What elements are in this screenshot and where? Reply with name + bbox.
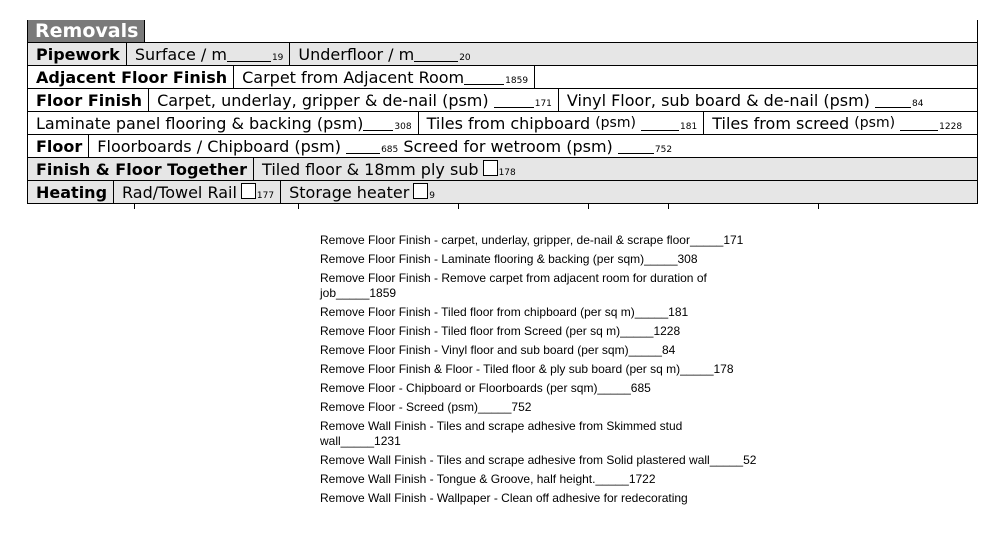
tiled-floor-checkbox[interactable] bbox=[483, 160, 498, 176]
adjacent-floor-row bbox=[28, 65, 977, 88]
pipework-surface-field[interactable] bbox=[227, 47, 271, 62]
list-item: Remove Wall Finish - Tiles and scrape adhesive from Skimmed stud wall_____1231 bbox=[320, 419, 683, 448]
finish-floor-together-label: Finish & Floor Together bbox=[36, 159, 248, 179]
list-item: Remove Floor Finish - Laminate flooring & backing (per sqm)_____308 bbox=[320, 252, 698, 266]
list-item: Remove Wall Finish - Tongue & Groove, half height._____1722 bbox=[320, 472, 656, 486]
list-item: Remove Floor Finish - Tiled floor from chipboard (per sq m)_____181 bbox=[320, 305, 689, 319]
pipework-underfloor-field[interactable] bbox=[414, 47, 458, 62]
screed-field[interactable] bbox=[618, 139, 654, 154]
divider-tick bbox=[588, 204, 589, 209]
pipework-label: Pipework bbox=[36, 44, 120, 64]
floor-items-cell[interactable] bbox=[89, 135, 678, 157]
pipework-surface-code: 19 bbox=[271, 53, 284, 63]
divider-tick bbox=[458, 204, 459, 209]
tiled-floor-label: Tiled floor & 18mm ply sub bbox=[262, 159, 479, 179]
storage-heater-cell[interactable] bbox=[281, 181, 441, 203]
divider-tick bbox=[298, 204, 299, 209]
pipework-underfloor-label: Underfloor / m bbox=[298, 44, 415, 64]
list-item: Remove Floor Finish & Floor - Tiled floor & ply sub board (per sq m)_____178 bbox=[320, 362, 734, 376]
floor-finish-vinyl-field[interactable] bbox=[875, 93, 911, 108]
floor-row bbox=[28, 134, 977, 157]
storage-heater-checkbox[interactable] bbox=[413, 183, 428, 199]
divider-tick bbox=[134, 204, 135, 209]
floor-finish-carpet-cell[interactable] bbox=[149, 89, 559, 111]
floor-finish-vinyl-label: Vinyl Floor, sub board & de-nail (psm) bbox=[566, 90, 870, 110]
laminate-code: 308 bbox=[394, 122, 412, 132]
floorboards-label: Floorboards / Chipboard (psm) bbox=[97, 136, 341, 156]
list-item: Remove Floor - Screed (psm)_____752 bbox=[320, 400, 532, 414]
adjacent-carpet-cell[interactable] bbox=[234, 66, 535, 88]
tiles-chipboard-unit: (psm) bbox=[595, 115, 636, 131]
adjacent-carpet-field[interactable] bbox=[464, 70, 504, 85]
tiles-chipboard-field[interactable] bbox=[641, 116, 679, 131]
tiles-screed-label: Tiles from screed bbox=[712, 113, 850, 133]
laminate-field[interactable] bbox=[363, 116, 393, 131]
floor-finish-vinyl-cell[interactable] bbox=[559, 89, 930, 111]
heating-label: Heating bbox=[36, 182, 108, 202]
finish-floor-together-row bbox=[28, 157, 977, 180]
tiles-screed-unit: (psm) bbox=[854, 115, 896, 131]
floor-finish-label: Floor Finish bbox=[36, 90, 143, 110]
storage-heater-label: Storage heater bbox=[289, 182, 410, 202]
rad-towel-rail-cell[interactable] bbox=[114, 181, 281, 203]
pipework-surface-cell[interactable] bbox=[127, 43, 291, 65]
floor-finish-carpet-field[interactable] bbox=[494, 93, 534, 108]
storage-heater-code: 9 bbox=[429, 191, 435, 201]
tiled-floor-code: 178 bbox=[498, 168, 516, 178]
floor-finish-carpet-label: Carpet, underlay, gripper & de-nail (psm) bbox=[157, 90, 489, 110]
pipework-underfloor-cell[interactable] bbox=[290, 43, 476, 65]
removal-items-list bbox=[320, 233, 760, 510]
screed-label: Screed for wetroom (psm) bbox=[403, 136, 613, 156]
floor-finish-vinyl-code: 84 bbox=[912, 99, 924, 109]
divider-tick bbox=[668, 204, 669, 209]
list-item: Remove Floor Finish - Remove carpet from adjacent room for duration of job_____1859 bbox=[320, 271, 707, 300]
tiles-chipboard-label: Tiles from chipboard bbox=[426, 113, 591, 133]
pipework-surface-label: Surface / m bbox=[134, 44, 227, 64]
tiled-floor-cell[interactable] bbox=[254, 158, 522, 180]
removals-form bbox=[27, 20, 978, 204]
list-item: Remove Floor Finish - Tiled floor from Screed (per sq m)_____1228 bbox=[320, 324, 681, 338]
divider-tick bbox=[818, 204, 819, 209]
list-item: Remove Floor Finish - carpet, underlay, gripper, de-nail & scrape floor_____171 bbox=[320, 233, 744, 247]
heating-row bbox=[28, 180, 977, 203]
rad-towel-rail-checkbox[interactable] bbox=[241, 183, 256, 199]
list-item: Remove Wall Finish - Tiles and scrape adhesive from Solid plastered wall_____52 bbox=[320, 453, 757, 467]
adjacent-floor-label: Adjacent Floor Finish bbox=[36, 67, 228, 87]
form-bottom-border bbox=[28, 203, 977, 204]
rad-towel-rail-code: 177 bbox=[256, 191, 275, 201]
list-item: Remove Wall Finish - Wallpaper - Clean off adhesive for redecorating bbox=[320, 491, 688, 505]
pipework-underfloor-code: 20 bbox=[459, 53, 471, 63]
floorboards-field[interactable] bbox=[346, 139, 380, 154]
adjacent-carpet-code: 1859 bbox=[505, 76, 529, 86]
tiles-screed-field[interactable] bbox=[900, 116, 938, 131]
tiles-screed-cell[interactable] bbox=[704, 112, 968, 134]
floorboards-code: 685 bbox=[381, 145, 399, 155]
pipework-row bbox=[28, 42, 977, 65]
form-title-row bbox=[28, 20, 977, 42]
tiles-screed-code: 1228 bbox=[939, 122, 963, 132]
form-title: Removals bbox=[28, 20, 145, 42]
rad-towel-rail-label: Rad/Towel Rail bbox=[122, 182, 237, 202]
adjacent-carpet-label: Carpet from Adjacent Room bbox=[242, 67, 465, 87]
laminate-cell[interactable] bbox=[28, 112, 419, 134]
floor-finish-carpet-code: 171 bbox=[534, 99, 552, 109]
floor-label: Floor bbox=[36, 136, 83, 156]
laminate-label: Laminate panel flooring & backing (psm) bbox=[36, 113, 364, 133]
floor-finish-row bbox=[28, 88, 977, 111]
list-item: Remove Floor - Chipboard or Floorboards (per sqm)_____685 bbox=[320, 381, 651, 395]
screed-code: 752 bbox=[654, 145, 673, 155]
tiles-chipboard-code: 181 bbox=[680, 122, 698, 132]
laminate-tiles-row bbox=[28, 111, 977, 134]
tiles-chipboard-cell[interactable] bbox=[419, 112, 705, 134]
list-item: Remove Floor Finish - Vinyl floor and sub board (per sqm)_____84 bbox=[320, 343, 676, 357]
